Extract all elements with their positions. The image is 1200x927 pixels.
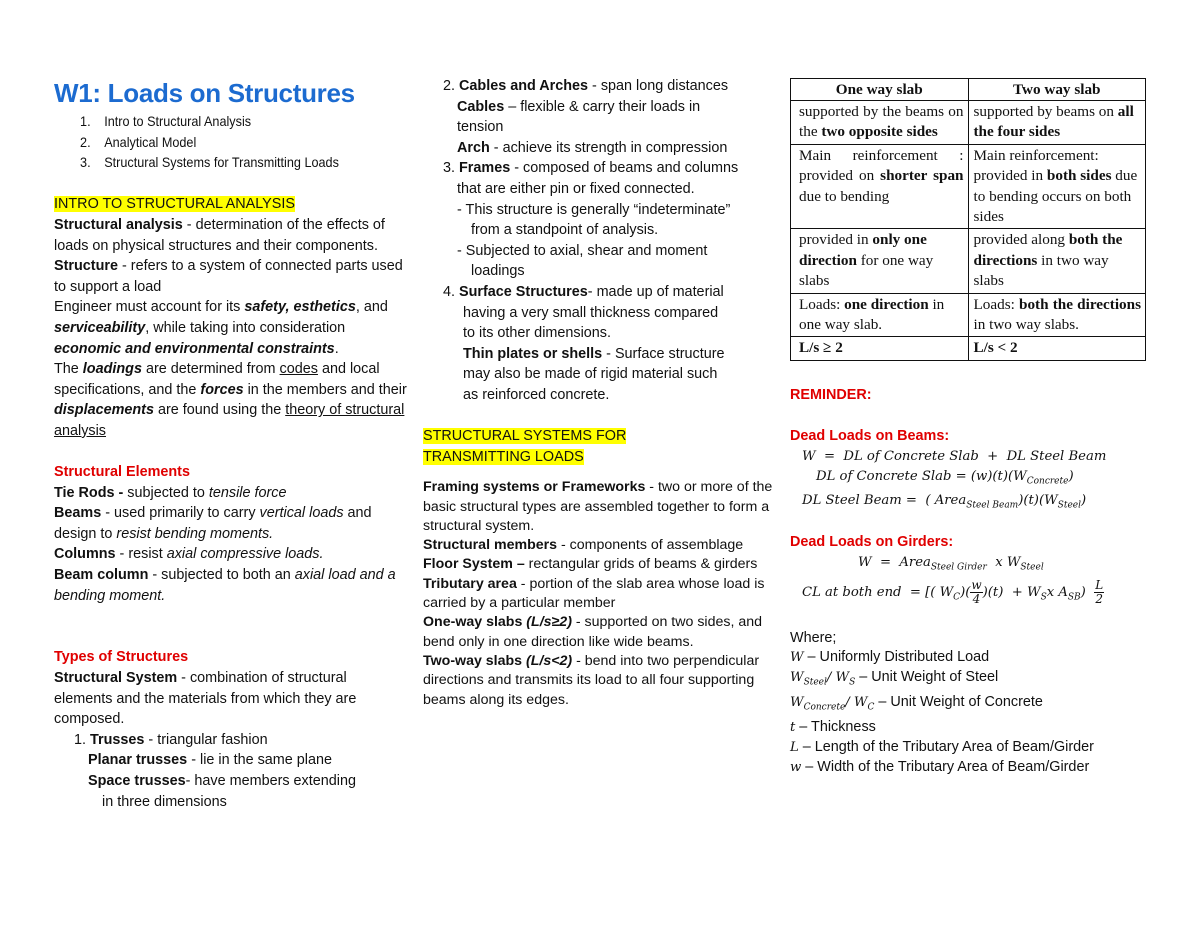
table-cell: supported by beams on all the four sides [968,101,1146,145]
section-heading-types: Types of Structures [54,649,189,666]
table-header-row [791,79,1146,101]
column-1 [54,76,409,812]
column-3 [790,78,1150,778]
def-arch: Arch - achieve its strength in compression [457,139,728,156]
engineer-text: Engineer must account for its safety, esthetics, and serviceability, while taking into consideration economic and environmental constraints. [54,299,388,357]
def-one-way-slabs: One-way slabs (L/s≥2) - supported on two sides, and bend only in one direction like wide beams. [423,614,763,650]
dead-loads-girders-heading: Dead Loads on Girders: [790,533,954,550]
def-framing-systems: Framing systems or Frameworks - two or more of the basic structural types are assembled together to form a structural system. [423,479,773,534]
table-row [791,229,1146,293]
dead-loads-beams-heading: Dead Loads on Beams: [790,428,950,445]
def-tie-rods: Tie Rods - subjected to tensile force [54,484,287,501]
reminder-heading: REMINDER: [790,386,872,403]
def-thin-plates-cont-2: as reinforced concrete. [463,386,610,403]
list-item-trusses: 1. Trusses - triangular fashion [74,731,268,748]
def-tributary-area: Tributary area - portion of the slab area whose load is carried by a particular member [423,575,765,612]
table-cell: L/s ≥ 2 [791,337,969,360]
def-thin-plates-cont: may also be made of rigid material such [463,366,718,383]
def-beam-column: Beam column - subjected to both an axial load and a bending moment. [54,567,396,604]
def-cables: Cables – flexible & carry their loads in [457,98,701,115]
equation-girder-w: W = Area$_{Steel Girder}$ x $W_{Steel}$ [858,554,1044,573]
list-item-frames: 3. Frames - composed of beams and columns [443,160,739,177]
frames-bullet-2-cont: loadings [471,263,525,280]
table-cell: provided in only one direction for one way slabs [791,229,969,293]
table-of-contents [54,112,384,174]
list-item-surface: 4. Surface Structures- made up of material [443,283,724,300]
def-w-steel: $W_{Steel}/$ $W_S$ – Unit Weight of Steel [790,669,999,689]
toc-item: 2. Analytical Model [80,134,197,150]
frames-bullet-1: - This structure is generally “indeterminate” [457,201,731,218]
def-thin-plates: Thin plates or shells - Surface structure [463,345,725,362]
frames-bullet-2: - Subjected to axial, shear and moment [457,242,708,259]
def-cables-cont: tension [457,119,504,136]
table-header: Two way slab [968,79,1146,101]
table-header: One way slab [791,79,969,101]
table-cell: L/s < 2 [968,337,1146,360]
section-heading-intro: INTRO TO STRUCTURAL ANALYSIS [54,196,295,213]
def-two-way-slabs: Two-way slabs (L/s<2) - bend into two perpendicular directions and transmits its load to all four supporting beams along its edges. [423,652,760,708]
table-row [791,101,1146,145]
def-structural-system: Structural System - combination of structural elements and the materials from which they are composed. [54,670,357,728]
table-row [791,293,1146,337]
equation-dl-slab: DL of Concrete Slab = $(w)(t)(W_{Concrete})$ [816,468,1074,487]
def-planar-trusses: Planar trusses - lie in the same plane [88,752,332,769]
loadings-text: The loadings are determined from codes and local specifications, and the forces in the members and their displacements are found using the theory of structural analysis [54,361,407,439]
section-heading-elements: Structural Elements [54,464,190,481]
column-2 [423,76,778,710]
equation-dl-steel: DL Steel Beam = ( $Area_{Steel Beam})(t)(W_{Steel})$ [802,493,1087,511]
def-columns: Columns - resist axial compressive loads. [54,546,324,563]
table-cell: Loads: one direction in one way slab. [791,293,969,337]
table-cell: Loads: both the directions in two way slabs. [968,293,1146,337]
where-label: Where; [790,629,837,646]
def-structural-analysis: Structural analysis - determination of the effects of loads on physical structures and their components. [54,216,385,254]
table-cell: Main reinforcement : provided on shorter span due to bending [791,144,969,229]
def-width: w – Width of the Tributary Area of Beam/Girder [790,758,1090,775]
table-cell: Main reinforcement: provided in both sides due to bending occurs on both sides [968,144,1146,229]
table-cell: supported by the beams on the two opposite sides [791,101,969,145]
girder-equations [790,553,1150,608]
list-item-cables-arches: 2. Cables and Arches - span long distances [443,78,729,94]
def-space-trusses-cont: in three dimensions [102,793,227,810]
toc-item: 3. Structural Systems for Transmitting Loads [80,155,339,171]
table-cell: provided along both the directions in two way slabs [968,229,1146,293]
page-title: W1: Loads on Structures [54,78,355,108]
def-floor-system: Floor System – rectangular grids of beams & girders [423,556,758,573]
def-structure: Structure - refers to a system of connected parts used to support a load [54,258,403,295]
def-w-upper: W – Uniformly Distributed Load [790,649,990,666]
def-w-concrete: $W_{Concrete}/$ $W_C$ – Unit Weight of Concrete [790,694,1043,713]
beam-equations [790,447,1150,516]
variable-definitions [790,648,1150,777]
equation-cl-both-end: CL at both end = [( $W_C$)( $\frac{w}{4}$ )$(t) + W_Sx$ $A_{SB}$) $\frac{L}{2}$ [802,578,1104,607]
def-surface-cont-2: to its other dimensions. [463,325,611,342]
table-row [791,337,1146,360]
table-row [791,144,1146,229]
def-beams: Beams - used primarily to carry vertical loads and design to resist bending moments. [54,505,372,542]
toc-item: 1. Intro to Structural Analysis [80,114,252,129]
section-heading-systems: STRUCTURAL SYSTEMS FOR TRANSMITTING LOADS [423,428,627,465]
def-surface-cont: having a very small thickness compared [463,304,719,321]
equation-beam-w: W = DL of Concrete Slab + DL Steel Beam [802,448,1107,464]
def-thickness: t – Thickness [790,718,876,735]
def-frames-cont: that are either pin or fixed connected. [457,180,695,197]
def-length: L – Length of the Tributary Area of Beam/Girder [790,738,1094,755]
def-space-trusses: Space trusses- have members extending [88,773,356,789]
slab-comparison-table [790,78,1146,361]
frames-bullet-1-cont: from a standpoint of analysis. [471,222,659,239]
def-structural-members: Structural members - components of assemblage [423,537,744,554]
